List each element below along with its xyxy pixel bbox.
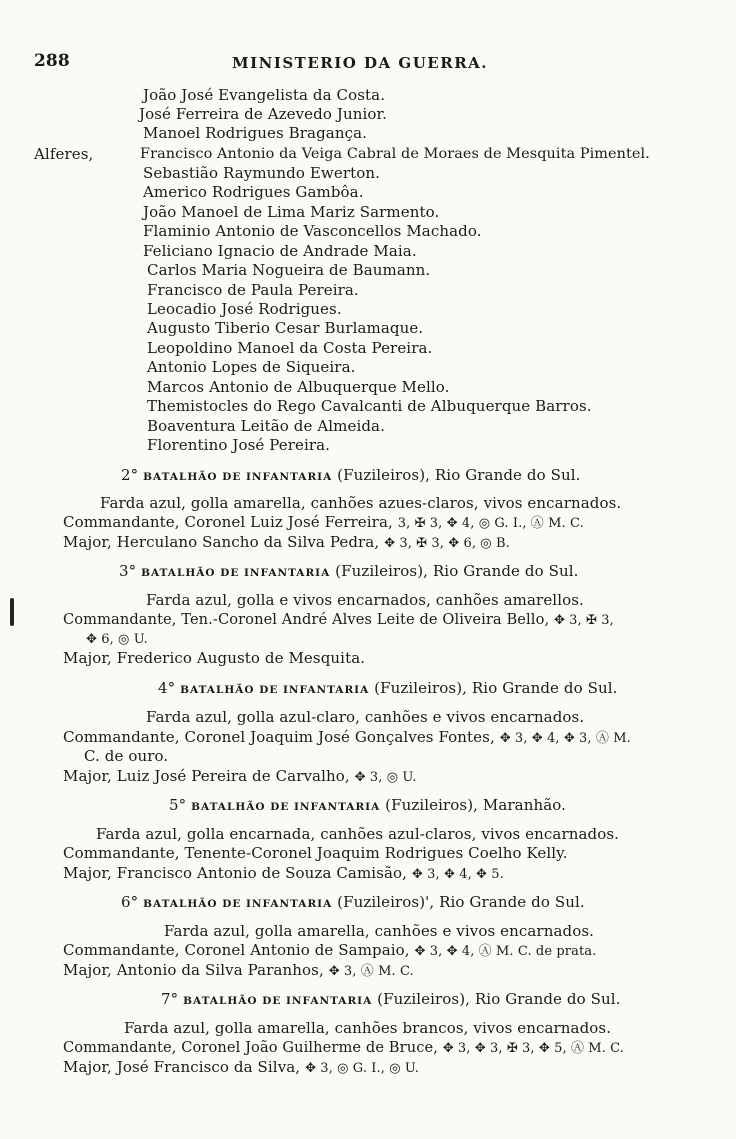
uniform-description: Farda azul, golla amarella, canhões brancos, vivos encarnados.: [124, 1019, 612, 1037]
decorations: ✥ 3, ◎ G. I., ◎ U.: [305, 1061, 419, 1076]
list-item: Manoel Rodrigues Bragança.: [143, 124, 367, 142]
list-item: Themistocles do Rego Cavalcanti de Albuquerque Barros.: [147, 397, 592, 415]
list-item: Carlos Maria Nogueira de Baumann.: [147, 261, 431, 279]
section-location: (Fuzileiros), Rio Grande do Sul.: [377, 990, 621, 1008]
section-label: BATALHÃO DE INFANTARIA: [183, 995, 373, 1007]
commander-line: Commandante, Coronel Antonio de Sampaio, ✥ 3, ✥ 4, Ⓐ M. C. de prata.: [63, 941, 597, 959]
major-line: Major, Frederico Augusto de Mesquita.: [63, 649, 366, 667]
section-heading-b2: [121, 466, 581, 487]
section-heading-b6: [121, 893, 585, 914]
uniform-description: Farda azul, golla azul-claro, canhões e vivos encarnados.: [146, 708, 585, 726]
decorations: ✥ 3, ✠ 3,: [553, 613, 614, 628]
major-line: Major, Luiz José Pereira de Carvalho, ✥ 3, ◎ U.: [63, 767, 417, 785]
list-item: José Ferreira de Azevedo Junior.: [139, 105, 388, 123]
list-item: Augusto Tiberio Cesar Burlamaque.: [147, 319, 424, 337]
commander-line: Commandante, Tenente-Coronel Joaquim Rodrigues Coelho Kelly.: [63, 844, 568, 862]
section-location: (Fuzileiros), Rio Grande do Sul.: [335, 562, 579, 580]
list-item: Leocadio José Rodrigues.: [147, 300, 342, 318]
list-item: Americo Rodrigues Gambôa.: [143, 183, 364, 201]
commander-decorations-cont: ✥ 6, ◎ U.: [86, 632, 148, 647]
list-item: Leopoldino Manoel da Costa Pereira.: [147, 339, 433, 357]
major-line: Major, Herculano Sancho da Silva Pedra, ✥ 3, ✠ 3, ✥ 6, ◎ B.: [63, 533, 510, 551]
decorations: ✥ 3, ◎ U.: [354, 770, 417, 785]
section-number: 2°: [121, 466, 139, 484]
section-label: BATALHÃO DE INFANTARIA: [191, 801, 381, 813]
page-number: 288: [34, 51, 70, 71]
list-item: Feliciano Ignacio de Andrade Maia.: [143, 242, 417, 260]
section-number: 6°: [121, 893, 139, 911]
section-number: 5°: [169, 796, 187, 814]
section-label: BATALHÃO DE INFANTARIA: [180, 684, 370, 696]
section-heading-b5: [169, 796, 566, 817]
section-number: 7°: [161, 990, 179, 1008]
list-item: Francisco de Paula Pereira.: [147, 281, 359, 299]
section-location: (Fuzileiros), Rio Grande do Sul.: [374, 679, 618, 697]
list-item: Flaminio Antonio de Vasconcellos Machado.: [143, 222, 482, 240]
decorations: ✥ 3, ✥ 4, Ⓐ M. C. de prata.: [414, 944, 597, 959]
list-item: Antonio Lopes de Siqueira.: [147, 358, 356, 376]
margin-ink-mark: [10, 598, 14, 626]
commander-decorations-cont: C. de ouro.: [84, 747, 169, 765]
list-item: João José Evangelista da Costa.: [143, 86, 386, 104]
running-header: MINISTERIO DA GUERRA.: [232, 54, 489, 72]
decorations: ✥ 3, Ⓐ M. C.: [328, 964, 414, 979]
decorations: 3, ✠ 3, ✥ 4, ◎ G. I., Ⓐ M. C.: [397, 516, 584, 531]
list-item: Marcos Antonio de Albuquerque Mello.: [147, 378, 450, 396]
section-label: BATALHÃO DE INFANTARIA: [143, 898, 333, 910]
decorations: ✥ 3, ✥ 4, ✥ 3, Ⓐ M.: [499, 731, 631, 746]
section-location: (Fuzileiros), Rio Grande do Sul.: [337, 466, 581, 484]
major-line: Major, José Francisco da Silva, ✥ 3, ◎ G. I., ◎ U.: [63, 1058, 419, 1076]
section-label: BATALHÃO DE INFANTARIA: [143, 471, 333, 483]
section-location: (Fuzileiros)', Rio Grande do Sul.: [337, 893, 585, 911]
section-heading-b4: [158, 679, 618, 700]
list-item: João Manoel de Lima Mariz Sarmento.: [143, 203, 440, 221]
commander-line: Commandante, Coronel Joaquim José Gonçalves Fontes, ✥ 3, ✥ 4, ✥ 3, Ⓐ M.: [63, 728, 631, 746]
section-number: 3°: [119, 562, 137, 580]
section-number: 4°: [158, 679, 176, 697]
decorations: ✥ 3, ✠ 3, ✥ 6, ◎ B.: [384, 536, 510, 551]
section-heading-b3: [119, 562, 579, 583]
list-item: Boaventura Leitão de Almeida.: [147, 417, 385, 435]
major-line: Major, Antonio da Silva Paranhos, ✥ 3, Ⓐ M. C.: [63, 961, 414, 979]
section-location: (Fuzileiros), Maranhão.: [385, 796, 567, 814]
section-heading-b7: [161, 990, 621, 1011]
rank-label: Alferes,: [34, 145, 94, 163]
uniform-description: Farda azul, golla amarella, canhões e vivos encarnados.: [164, 922, 595, 940]
commander-line: Commandante, Coronel Luiz José Ferreira, 3, ✠ 3, ✥ 4, ◎ G. I., Ⓐ M. C.: [63, 513, 584, 531]
decorations: ✥ 3, ✥ 4, ✥ 5.: [411, 867, 504, 882]
decorations: ✥ 3, ✥ 3, ✠ 3, ✥ 5, Ⓐ M. C.: [442, 1041, 624, 1056]
section-label: BATALHÃO DE INFANTARIA: [141, 567, 331, 579]
major-line: Major, Francisco Antonio de Souza Camisão, ✥ 3, ✥ 4, ✥ 5.: [63, 864, 504, 882]
commander-line: Commandante, Coronel João Guilherme de Bruce, ✥ 3, ✥ 3, ✠ 3, ✥ 5, Ⓐ M. C.: [63, 1039, 624, 1056]
uniform-description: Farda azul, golla encarnada, canhões azul-claros, vivos encarnados.: [96, 825, 620, 843]
list-item: Florentino José Pereira.: [147, 436, 331, 454]
uniform-description: Farda azul, golla e vivos encarnados, canhões amarellos.: [146, 591, 584, 609]
uniform-description: Farda azul, golla amarella, canhões azues-claros, vivos encarnados.: [100, 494, 622, 512]
commander-line: Commandante, Ten.-Coronel André Alves Leite de Oliveira Bello, ✥ 3, ✠ 3,: [63, 611, 614, 628]
list-item: Sebastião Raymundo Ewerton.: [143, 164, 380, 182]
list-item: Francisco Antonio da Veiga Cabral de Moraes de Mesquita Pimentel.: [140, 146, 650, 162]
